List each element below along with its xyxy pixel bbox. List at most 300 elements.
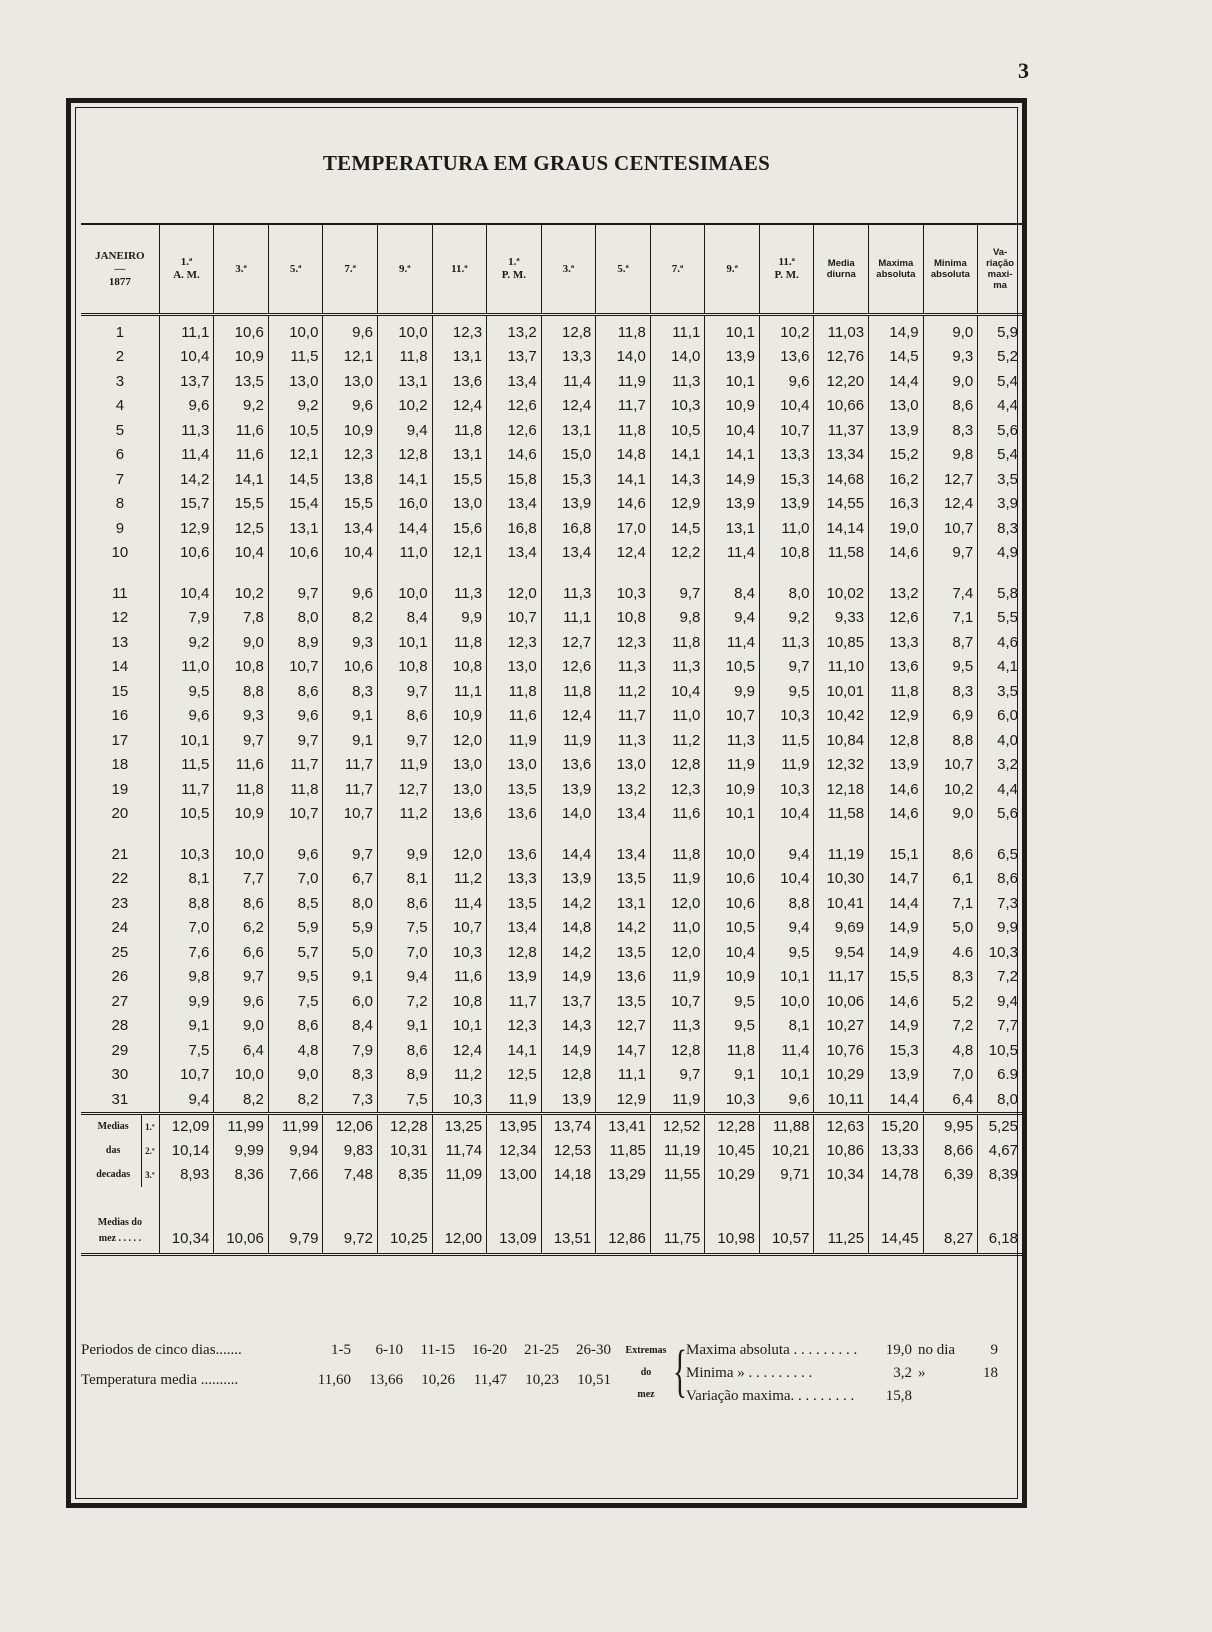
value-cell: 8,6 [268, 1014, 323, 1039]
decada-value: 10,31 [377, 1139, 432, 1163]
value-cell: 3,9 [978, 492, 1022, 517]
value-cell: 11,10 [814, 655, 869, 680]
value-cell: 7,5 [268, 989, 323, 1014]
value-cell: 10,7 [705, 704, 760, 729]
header-month [81, 224, 159, 315]
value-cell: 12,1 [432, 541, 487, 566]
value-cell: 8,1 [159, 867, 214, 892]
mez-value: 12,86 [596, 1187, 651, 1255]
value-cell: 10,02 [814, 581, 869, 606]
value-cell: 9,2 [759, 606, 814, 631]
day-cell: 26 [111, 968, 129, 986]
value-cell: 11,2 [377, 802, 432, 827]
value-cell: 10,3 [759, 704, 814, 729]
value-cell: 4,4 [978, 394, 1022, 419]
value-cell: 11,4 [159, 443, 214, 468]
value-cell: 14,7 [596, 1038, 651, 1063]
value-cell: 11,9 [759, 753, 814, 778]
mez-value: 12,00 [432, 1187, 487, 1255]
value-cell: 6,4 [923, 1087, 978, 1113]
decada-value: 13,33 [869, 1139, 924, 1163]
value-cell: 11,0 [159, 655, 214, 680]
value-cell: 14,2 [541, 891, 596, 916]
extrema-label: Maxima absoluta . . . . . . . . . [686, 1342, 858, 1358]
header-month-line: — [114, 262, 126, 275]
table-row [81, 541, 1022, 566]
value-cell: 8,3 [323, 679, 378, 704]
value-cell: 9,3 [323, 630, 378, 655]
header-col-line: Minima [934, 258, 967, 269]
value-cell: 5,9 [323, 916, 378, 941]
value-cell: 7,1 [923, 891, 978, 916]
spacer-cell [705, 826, 760, 842]
value-cell: 13,6 [432, 802, 487, 827]
day-cell: 11 [112, 584, 128, 602]
value-cell: 10,1 [705, 369, 760, 394]
table-row [81, 842, 1022, 867]
day-cell: 23 [111, 894, 129, 912]
value-cell: 10,7 [432, 916, 487, 941]
value-cell: 14,6 [869, 802, 924, 827]
day-cell: 29 [111, 1041, 129, 1059]
spacer-cell [432, 565, 487, 581]
day-cell: 12 [111, 609, 129, 627]
value-cell: 9,8 [159, 965, 214, 990]
value-cell: 5,2 [978, 345, 1022, 370]
value-cell: 10,66 [814, 394, 869, 419]
value-cell: 7,6 [159, 940, 214, 965]
value-cell: 8,2 [323, 606, 378, 631]
table-row [81, 516, 1022, 541]
header-col [377, 224, 432, 315]
value-cell: 12,4 [596, 541, 651, 566]
value-cell: 11,7 [596, 394, 651, 419]
header-col [650, 224, 705, 315]
spacer-cell [81, 826, 159, 842]
value-cell: 9,5 [705, 989, 760, 1014]
value-cell: 8,0 [268, 606, 323, 631]
mez-value: 11,75 [650, 1187, 705, 1255]
value-cell: 10,1 [759, 1063, 814, 1088]
value-cell: 11,58 [814, 541, 869, 566]
decada-row [81, 1139, 1022, 1163]
decada-value: 9,83 [323, 1139, 378, 1163]
value-cell: 8,6 [978, 867, 1022, 892]
value-cell: 7,5 [377, 1087, 432, 1113]
value-cell: 8,9 [268, 630, 323, 655]
value-cell: 12,3 [487, 630, 542, 655]
value-cell: 9,4 [705, 606, 760, 631]
temp-media-value: 11,47 [473, 1372, 507, 1388]
value-cell: 11,0 [759, 516, 814, 541]
value-cell: 11,3 [650, 369, 705, 394]
value-cell: 8,8 [159, 891, 214, 916]
value-cell: 14,0 [596, 345, 651, 370]
value-cell: 13,0 [487, 753, 542, 778]
header-col [814, 224, 869, 315]
value-cell: 11,8 [650, 630, 705, 655]
header-col-line: 11.ª [778, 256, 795, 268]
value-cell: 8,6 [377, 1038, 432, 1063]
spacer-row [81, 565, 1022, 581]
value-cell: 13,1 [705, 516, 760, 541]
header-col-line: 9.ª [398, 262, 411, 275]
value-cell: 11,9 [705, 753, 760, 778]
header-col-line: 7.ª [344, 262, 356, 275]
table-row [81, 467, 1022, 492]
value-cell: 10,06 [814, 989, 869, 1014]
decada-value: 11,99 [268, 1113, 323, 1139]
header-col [541, 224, 596, 315]
value-cell: 11,8 [377, 345, 432, 370]
value-cell: 14,3 [650, 467, 705, 492]
value-cell: 10,9 [705, 965, 760, 990]
decada-value: 11,85 [596, 1139, 651, 1163]
spacer-cell [705, 565, 760, 581]
value-cell: 14,4 [869, 891, 924, 916]
value-cell: 8,4 [705, 581, 760, 606]
value-cell: 8,1 [377, 867, 432, 892]
value-cell: 13,0 [268, 369, 323, 394]
value-cell: 10,1 [432, 1014, 487, 1039]
value-cell: 13,9 [541, 1087, 596, 1113]
value-cell: 9,6 [268, 704, 323, 729]
value-cell: 10,5 [268, 418, 323, 443]
value-cell: 12,4 [923, 492, 978, 517]
value-cell: 4,6 [978, 630, 1022, 655]
value-cell: 11,6 [487, 704, 542, 729]
periodo-value: 21-25 [524, 1342, 559, 1358]
decada-value: 7,66 [268, 1163, 323, 1187]
decada-value: 13,41 [596, 1113, 651, 1139]
extrema-value: 3,2 [893, 1365, 912, 1381]
value-cell: 12,1 [268, 443, 323, 468]
value-cell: 5,9 [978, 315, 1022, 345]
decada-value: 13,74 [541, 1113, 596, 1139]
value-cell: 10,2 [214, 581, 269, 606]
value-cell: 13,9 [541, 492, 596, 517]
day-cell: 10 [111, 544, 129, 562]
day-cell: 27 [111, 992, 129, 1010]
value-cell: 11,37 [814, 418, 869, 443]
value-cell: 13,3 [487, 867, 542, 892]
value-cell: 15,0 [541, 443, 596, 468]
value-cell: 6,4 [214, 1038, 269, 1063]
value-cell: 9,7 [759, 655, 814, 680]
value-cell: 11,6 [432, 965, 487, 990]
value-cell: 13,6 [487, 842, 542, 867]
value-cell: 10,84 [814, 728, 869, 753]
value-cell: 13,4 [487, 916, 542, 941]
value-cell: 12,8 [487, 940, 542, 965]
value-cell: 15,1 [869, 842, 924, 867]
spacer-cell [759, 826, 814, 842]
value-cell: 13,7 [159, 369, 214, 394]
value-cell: 9,9 [705, 679, 760, 704]
value-cell: 7,7 [214, 867, 269, 892]
value-cell: 6,2 [214, 916, 269, 941]
header-col-line: 3.ª [562, 262, 575, 275]
day-cell: 7 [115, 470, 125, 488]
table-row [81, 728, 1022, 753]
decada-value: 7,48 [323, 1163, 378, 1187]
value-cell: 9,0 [923, 315, 978, 345]
day-cell: 20 [111, 805, 129, 823]
value-cell: 6,0 [978, 704, 1022, 729]
value-cell: 7,3 [978, 891, 1022, 916]
value-cell: 9,8 [650, 606, 705, 631]
value-cell: 13,9 [759, 492, 814, 517]
decada-value: 8,36 [214, 1163, 269, 1187]
value-cell: 11,2 [432, 867, 487, 892]
value-cell: 10,3 [432, 1087, 487, 1113]
value-cell: 9,7 [650, 1063, 705, 1088]
table-row [81, 394, 1022, 419]
day-cell: 31 [81, 1087, 159, 1113]
value-cell: 10,0 [377, 315, 432, 345]
value-cell: 8,3 [923, 965, 978, 990]
table-row [81, 443, 1022, 468]
mez-value: 14,45 [869, 1187, 924, 1255]
value-cell: 12,3 [323, 443, 378, 468]
value-cell: 4.6 [923, 940, 978, 965]
value-cell: 9,7 [214, 728, 269, 753]
value-cell: 10,4 [759, 802, 814, 827]
spacer-cell [377, 565, 432, 581]
decada-value: 15,20 [869, 1113, 924, 1139]
mez-label-cell [81, 1187, 159, 1255]
value-cell: 14,5 [650, 516, 705, 541]
value-cell: 16,3 [869, 492, 924, 517]
header-month-line: 1877 [108, 275, 131, 288]
value-cell: 8,0 [323, 891, 378, 916]
value-cell: 8,3 [923, 679, 978, 704]
value-cell: 16,0 [377, 492, 432, 517]
day-cell: 17 [111, 731, 129, 749]
value-cell: 9,9 [432, 606, 487, 631]
value-cell: 5,7 [268, 940, 323, 965]
value-cell: 5,5 [978, 606, 1022, 631]
decada-value: 13,29 [596, 1163, 651, 1187]
table-row [81, 1038, 1022, 1063]
value-cell: 9,6 [323, 315, 378, 345]
value-cell: 12,18 [814, 777, 869, 802]
spacer-cell [596, 565, 651, 581]
value-cell: 11,7 [323, 777, 378, 802]
value-cell: 12,20 [814, 369, 869, 394]
mez-value: 10,25 [377, 1187, 432, 1255]
value-cell: 9,6 [759, 1087, 814, 1113]
spacer-cell [814, 826, 869, 842]
value-cell: 13,0 [432, 753, 487, 778]
decada-value: 11,88 [759, 1113, 814, 1139]
periodo-value: 26-30 [576, 1342, 611, 1358]
day-cell: 18 [111, 756, 129, 774]
header-col-line: 1.ª [508, 256, 520, 268]
header-col [268, 224, 323, 315]
mez-value: 10,34 [159, 1187, 214, 1255]
decada-value: 10,14 [159, 1139, 214, 1163]
value-cell: 11,9 [487, 728, 542, 753]
day-cell: 28 [111, 1017, 129, 1035]
value-cell: 10,1 [759, 965, 814, 990]
decada-value: 6,39 [923, 1163, 978, 1187]
header-col-line: Media [827, 258, 855, 269]
value-cell: 12,6 [487, 394, 542, 419]
value-cell: 13,0 [432, 777, 487, 802]
value-cell: 14,4 [377, 516, 432, 541]
extrema-row [686, 1388, 998, 1405]
day-cell: 2 [115, 348, 125, 366]
value-cell: 9,6 [159, 394, 214, 419]
value-cell: 13,8 [323, 467, 378, 492]
value-cell: 10,0 [214, 842, 269, 867]
decada-value: 10,34 [814, 1163, 869, 1187]
value-cell: 7,0 [159, 916, 214, 941]
value-cell: 13,5 [487, 777, 542, 802]
header-col-line: riação [986, 258, 1015, 269]
value-cell: 11,9 [377, 753, 432, 778]
value-cell: 11,8 [869, 679, 924, 704]
value-cell: 10,0 [377, 581, 432, 606]
value-cell: 11,3 [596, 728, 651, 753]
value-cell: 9,7 [323, 842, 378, 867]
spacer-cell [596, 826, 651, 842]
value-cell: 11,0 [650, 704, 705, 729]
mez-value: 9,72 [323, 1187, 378, 1255]
header-col-line: Va- [992, 247, 1008, 258]
temp-media-label: Temperatura media .......... [81, 1372, 239, 1388]
decada-value: 12,52 [650, 1113, 705, 1139]
value-cell: 14,1 [650, 443, 705, 468]
value-cell: 5,8 [978, 581, 1022, 606]
day-cell: 9 [115, 519, 125, 537]
value-cell: 11,8 [214, 777, 269, 802]
value-cell: 13,5 [214, 369, 269, 394]
value-cell: 11,3 [759, 630, 814, 655]
value-cell: 12,4 [432, 1038, 487, 1063]
decada-row [81, 1163, 1022, 1187]
value-cell: 7,7 [978, 1014, 1022, 1039]
value-cell: 14,14 [814, 516, 869, 541]
table-row [81, 777, 1022, 802]
decada-value: 13,00 [487, 1163, 542, 1187]
header-col [978, 224, 1022, 315]
value-cell: 11,2 [432, 1063, 487, 1088]
spacer-cell [487, 826, 542, 842]
header-col-line: 9.ª [726, 262, 738, 275]
value-cell: 14,9 [869, 1014, 924, 1039]
header-col-line: A. M. [173, 269, 200, 281]
value-cell: 14,9 [705, 467, 760, 492]
value-cell: 10,8 [596, 606, 651, 631]
value-cell: 13,9 [705, 345, 760, 370]
value-cell: 11,7 [268, 753, 323, 778]
value-cell: 8,2 [214, 1087, 269, 1113]
value-cell: 7,0 [377, 940, 432, 965]
spacer-cell [214, 565, 269, 581]
decada-value: 4,67 [978, 1139, 1022, 1163]
value-cell: 9,9 [978, 916, 1022, 941]
day-cell: 4 [115, 397, 125, 415]
value-cell: 13,9 [869, 1063, 924, 1088]
table-row [81, 704, 1022, 729]
value-cell: 13,1 [377, 369, 432, 394]
value-cell: 5,6 [978, 802, 1022, 827]
value-cell: 9,4 [759, 842, 814, 867]
value-cell: 19,0 [869, 516, 924, 541]
value-cell: 14,0 [650, 345, 705, 370]
extrema-day: 9 [990, 1342, 998, 1358]
spacer-cell [377, 826, 432, 842]
value-cell: 8,6 [377, 891, 432, 916]
value-cell: 13,0 [432, 492, 487, 517]
value-cell: 10,6 [159, 541, 214, 566]
value-cell: 12,7 [923, 467, 978, 492]
decada-value: 12,53 [541, 1139, 596, 1163]
value-cell: 9,8 [923, 443, 978, 468]
table-row [81, 1063, 1022, 1088]
value-cell: 8,0 [978, 1087, 1022, 1113]
value-cell: 10,8 [214, 655, 269, 680]
value-cell: 8,6 [268, 679, 323, 704]
value-cell: 11,9 [541, 728, 596, 753]
value-cell: 9,6 [323, 581, 378, 606]
decada-value: 11,99 [214, 1113, 269, 1139]
value-cell: 13,7 [487, 345, 542, 370]
value-cell: 13,9 [869, 753, 924, 778]
value-cell: 12,4 [432, 394, 487, 419]
spacer-cell [650, 565, 705, 581]
value-cell: 14,5 [869, 345, 924, 370]
value-cell: 11,6 [214, 753, 269, 778]
value-cell: 10,5 [705, 655, 760, 680]
value-cell: 12,7 [541, 630, 596, 655]
value-cell: 9,4 [377, 965, 432, 990]
value-cell: 14,9 [541, 965, 596, 990]
table-row [81, 315, 1022, 345]
value-cell: 14,2 [541, 940, 596, 965]
value-cell: 9,3 [923, 345, 978, 370]
value-cell: 13,5 [487, 891, 542, 916]
value-cell: 11,1 [596, 1063, 651, 1088]
value-cell: 11,7 [596, 704, 651, 729]
decada-value: 9,94 [268, 1139, 323, 1163]
value-cell: 10,4 [159, 345, 214, 370]
value-cell: 10,7 [159, 1063, 214, 1088]
day-cell: 21 [111, 845, 129, 863]
extrema-suffix: » [918, 1365, 926, 1381]
value-cell: 13,0 [487, 655, 542, 680]
value-cell: 11,8 [705, 1038, 760, 1063]
value-cell: 11,2 [596, 679, 651, 704]
value-cell: 10,8 [432, 989, 487, 1014]
value-cell: 10,9 [214, 802, 269, 827]
value-cell: 13,6 [487, 802, 542, 827]
decada-value: 13,25 [432, 1113, 487, 1139]
value-cell: 16,8 [487, 516, 542, 541]
value-cell: 13,3 [541, 345, 596, 370]
value-cell: 16,8 [541, 516, 596, 541]
value-cell: 8,6 [214, 891, 269, 916]
value-cell: 12,9 [596, 1087, 651, 1113]
value-cell: 10,4 [705, 940, 760, 965]
spacer-cell [323, 826, 378, 842]
value-cell: 9,0 [214, 1014, 269, 1039]
value-cell: 9,2 [159, 630, 214, 655]
value-cell: 14,9 [869, 315, 924, 345]
value-cell: 14,1 [596, 467, 651, 492]
